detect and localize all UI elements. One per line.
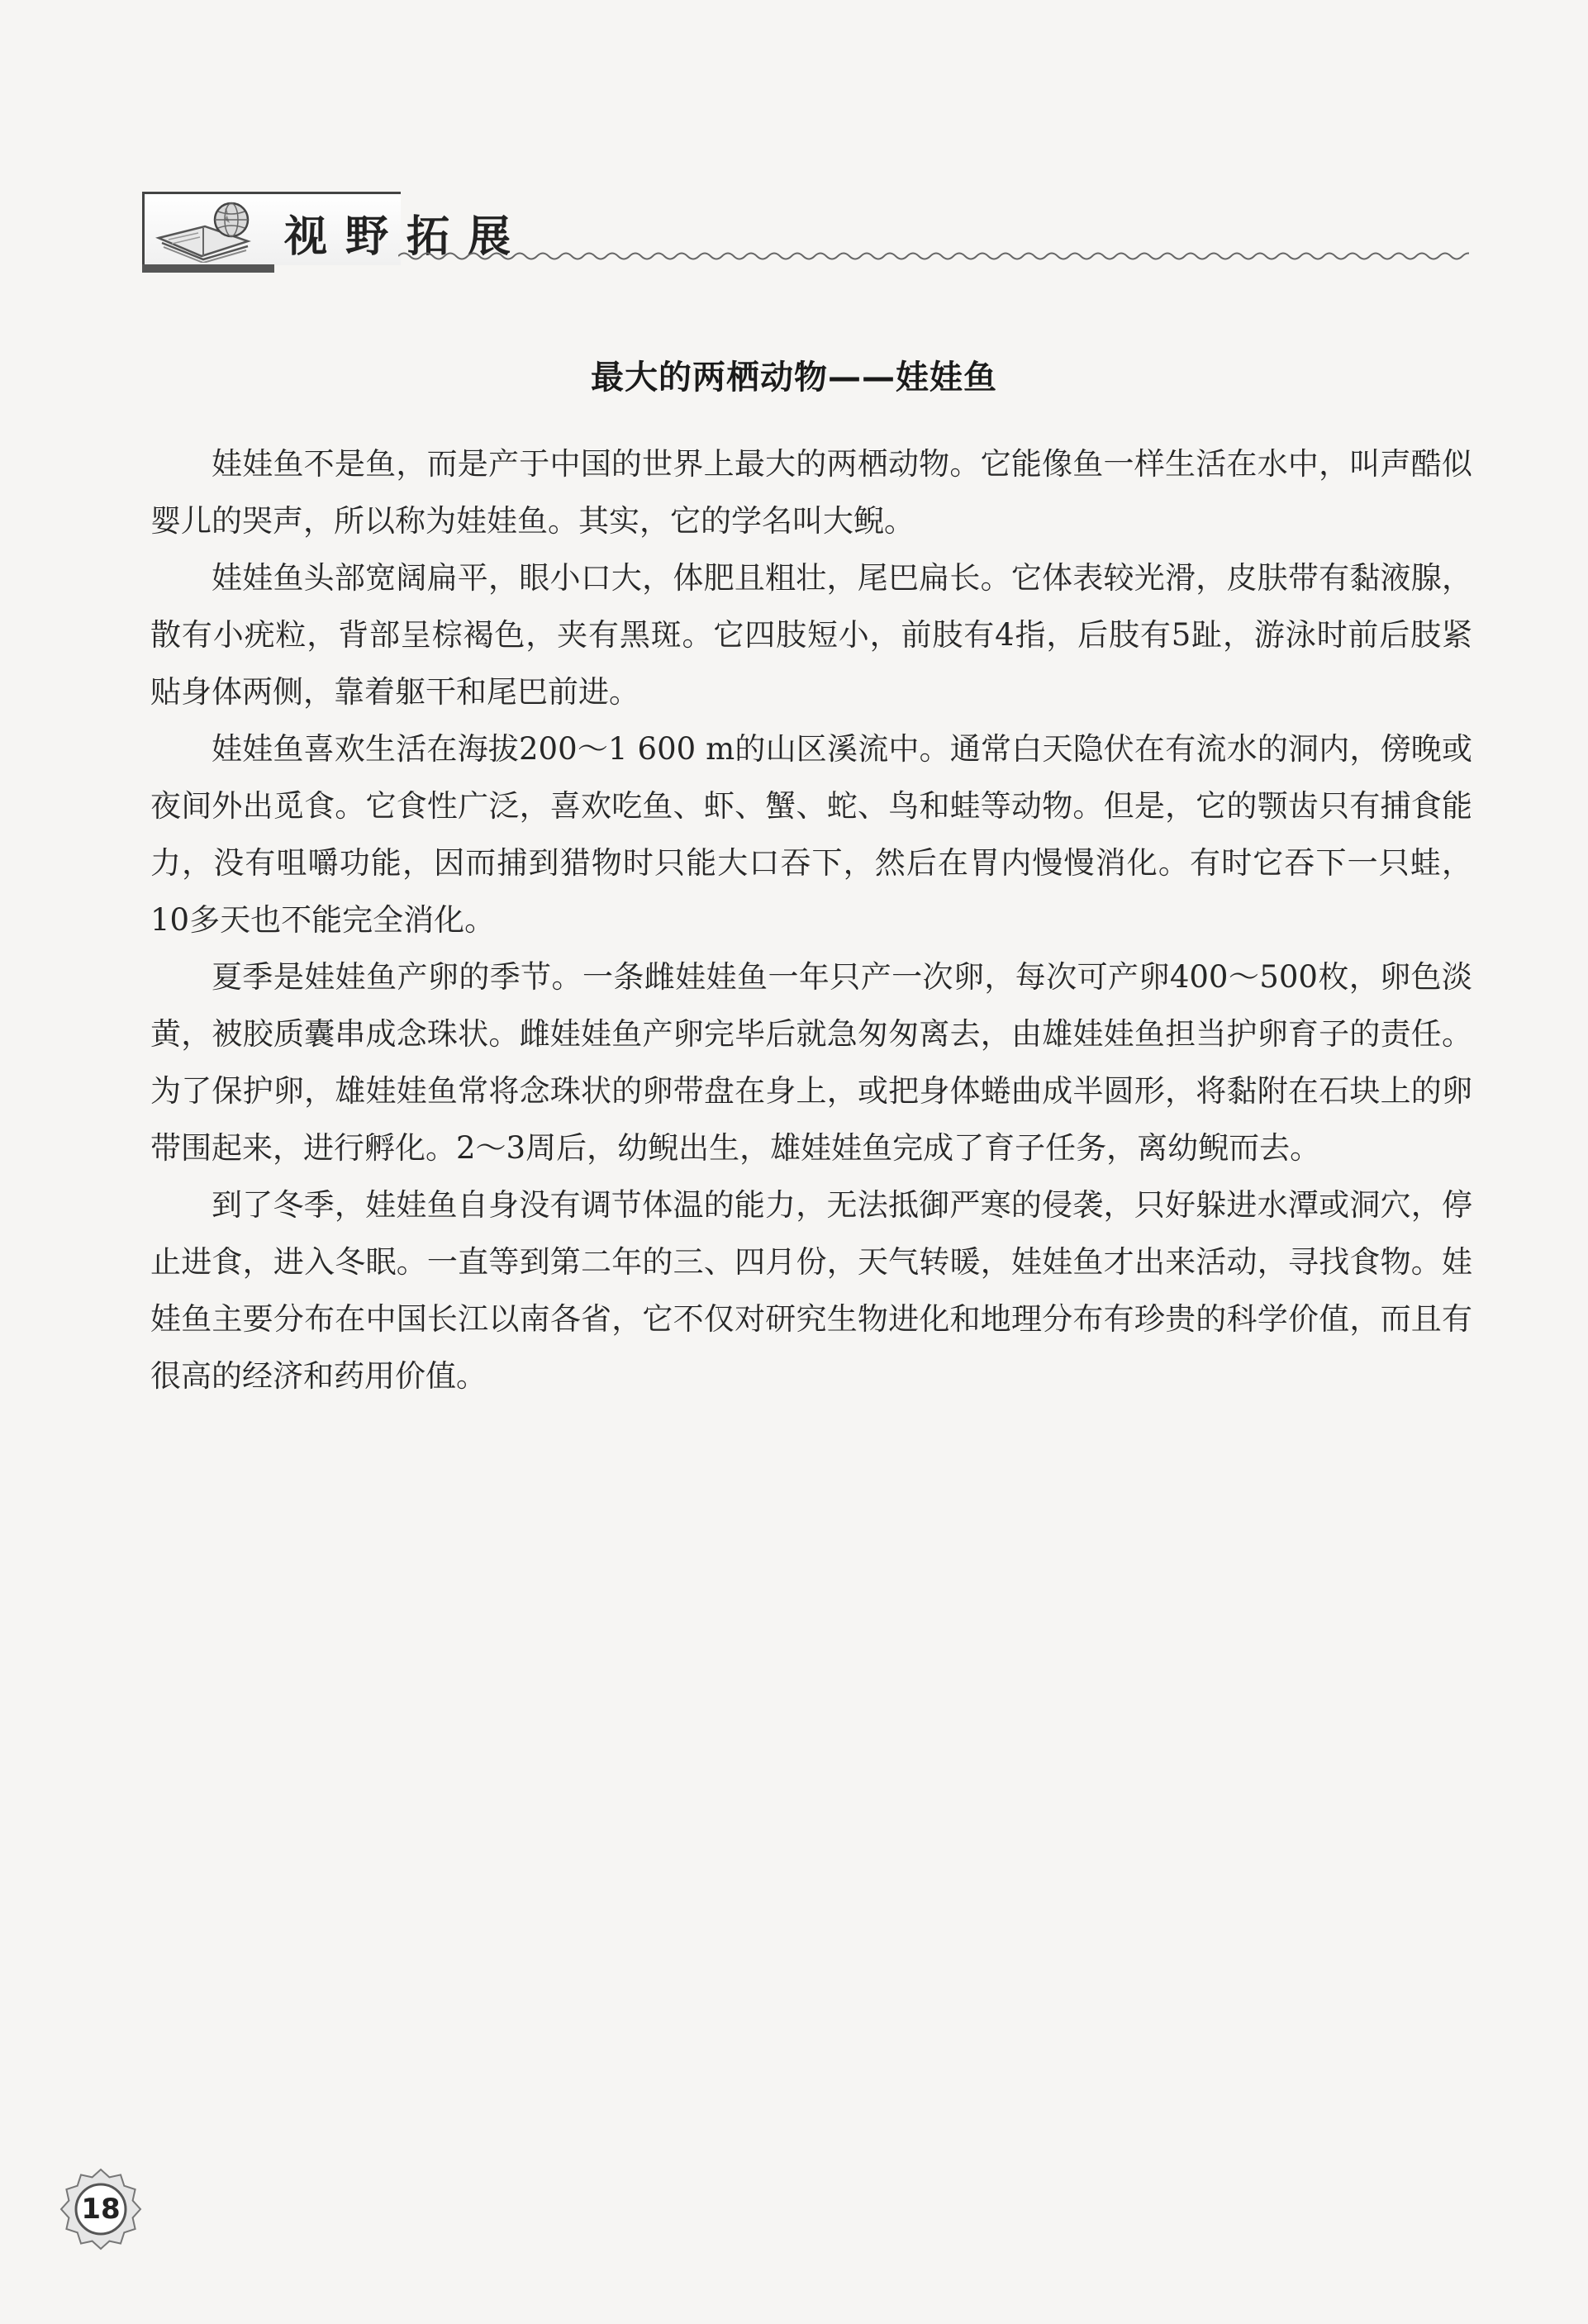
section-title: 视野拓展 bbox=[284, 212, 530, 262]
article-body bbox=[150, 435, 1472, 1404]
article-paragraph: 到了冬季，娃娃鱼自身没有调节体温的能力，无法抵御严寒的侵袭，只好躲进水潭或洞穴，停止进食，进入冬眠。一直等到第二年的三、四月份，天气转暖，娃娃鱼才出来活动，寻找食物。娃娃鱼主要分布在中国长江以南各省，它不仅对研究生物进化和地理分布有珍贵的科学价值，而且有很高的经济和药用价值。 bbox=[150, 1187, 1472, 1394]
article-paragraph: 夏季是娃娃鱼产卵的季节。一条雌娃娃鱼一年只产一次卵，每次可产卵400～500枚，卵色淡黄，被胶质囊串成念珠状。雌娃娃鱼产卵完毕后就急匆匆离去，由雄娃娃鱼担当护卵育子的责任。为了保护卵，雄娃娃鱼常将念珠状的卵带盘在身上，或把身体蜷曲成半圆形，将黏附在石块上的卵带围起来，进行孵化。2～3周后，幼鲵出生，雄娃娃鱼完成了育子任务，离幼鲵而去。 bbox=[150, 959, 1472, 1166]
article-paragraph: 娃娃鱼不是鱼，而是产于中国的世界上最大的两栖动物。它能像鱼一样生活在水中，叫声酷似婴儿的哭声，所以称为娃娃鱼。其实，它的学名叫大鲵。 bbox=[150, 446, 1472, 539]
article-paragraph: 娃娃鱼喜欢生活在海拔200～1 600 m的山区溪流中。通常白天隐伏在有流水的洞内，傍晚或夜间外出觅食。它食性广泛，喜欢吃鱼、虾、蟹、蛇、鸟和蛙等动物。但是，它的颚齿只有捕食能力，没有咀嚼功能，因而捕到猎物时只能大口吞下，然后在胃内慢慢消化。有时它吞下一只蛙，10多天也不能完全消化。 bbox=[150, 731, 1472, 938]
book-globe-icon bbox=[155, 198, 263, 263]
section-header bbox=[142, 192, 1469, 274]
section-divider-wave bbox=[398, 248, 1469, 264]
section-header-underbar bbox=[142, 264, 274, 273]
article-paragraph: 娃娃鱼头部宽阔扁平，眼小口大，体肥且粗壮，尾巴扁长。它体表较光滑，皮肤带有黏液腺，散有小疣粒，背部呈棕褐色，夹有黑斑。它四肢短小，前肢有4指，后肢有5趾，游泳时前后肢紧贴身体两侧，靠着躯干和尾巴前进。 bbox=[150, 560, 1472, 710]
article-title: 最大的两栖动物——娃娃鱼 bbox=[591, 359, 997, 397]
page-number: 18 bbox=[81, 2193, 121, 2226]
